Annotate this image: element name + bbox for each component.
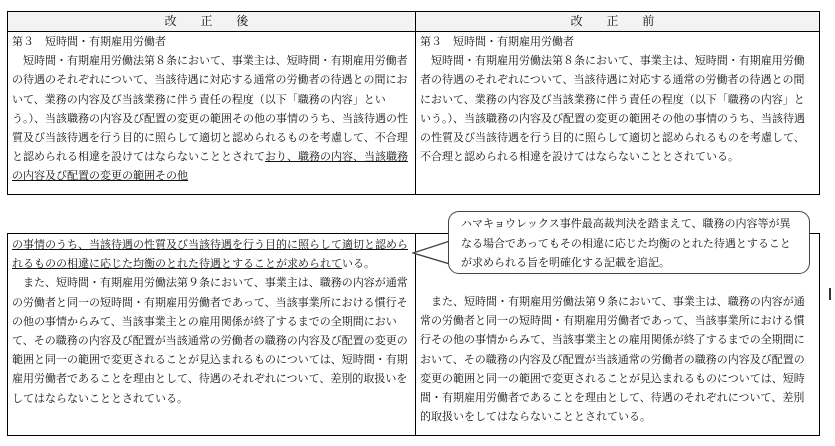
right-top-body — [416, 32, 819, 166]
continuation-text: いる。 — [342, 257, 375, 271]
section-heading: 第３ 短時間・有期雇用労働者 — [12, 35, 166, 48]
callout-note: ハマキョウレックス事件最高裁判決を踏まえて、職務の内容等が異なる場合であってもその相違に応じた均衡のとれた待遇とすることが求められる旨を明確化する記載を追記。 — [448, 211, 810, 274]
continuation-paragraph — [12, 235, 410, 273]
article8-text: 短時間・有期雇用労働法第８条において、事業主は、短時間・有期雇用労働者の待遇のそれぞれについて、当該待遇に対応する通常の労働者の待遇との間において、業務の内容及び当該業務に伴う責任の程度（以下「職務の内容」という。）、当該職務の内容及び配置の変更の範囲その他の事情のうち、当該待遇の性質及び当該待遇を行う目的に照らして適切と認められるものを考慮して、不合理と認められる相違を設けてはならないこととされて — [12, 54, 408, 164]
left-bottom-body — [8, 234, 415, 408]
callout-pointer — [412, 238, 452, 268]
column-before-revision — [416, 12, 819, 194]
column-after-revision — [8, 234, 416, 435]
article9-paragraph: また、短時間・有期雇用労働法第９条において、事業主は、職務の内容が通常の労働者と同一の短時間・有期雇用労働者であって、当該事業所における慣行その他の事情からみて、当該事業主との雇用関係が終了するまでの全期間において、その職務の内容及び配置が当該通常の労働者の職務の内容及び配置の変更の範囲と同一の範囲で変更されることが見込まれるものについては、短時間・有期雇用労働者であることを理由として、待遇のそれぞれについて、差別的取扱いをしてはならないこととされている。 — [420, 295, 805, 424]
left-top-body — [8, 32, 415, 186]
added-text: の事情のうち、当該待遇の性質及び当該待遇を行う目的に照らして適切と認められるものの相違に応じた均衡のとれた待遇とすることが求められて — [12, 238, 408, 271]
article8-added-text: おり、職務の内容、当該職務の内容及び配置の変更の範囲その他 — [12, 150, 408, 183]
section-heading: 第３ 短時間・有期雇用労働者 — [420, 35, 574, 48]
header-after-revision: 改 正 後 — [8, 12, 415, 32]
margin-mark — [829, 288, 831, 300]
article8-paragraph: 短時間・有期雇用労働法第８条において、事業主は、短時間・有期雇用労働者の待遇のそれぞれについて、当該待遇に対応する通常の労働者の待遇との間において、業務の内容及び当該業務に伴う責任の程度（以下「職務の内容」という。）、当該職務の内容及び配置の変更の範囲その他の事情のうち、当該待遇の性質及び当該待遇を行う目的に照らして適切と認められるものを考慮して、不合理と認められる相違を設けてはならないこととされている。 — [420, 54, 805, 164]
header-before-revision: 改 正 前 — [416, 12, 819, 32]
column-after-revision — [8, 12, 416, 194]
comparison-table-top — [7, 11, 820, 195]
article8-paragraph — [12, 51, 410, 185]
article9-paragraph: また、短時間・有期雇用労働法第９条において、事業主は、職務の内容が通常の労働者と同一の短時間・有期雇用労働者であって、当該事業所における慣行その他の事情からみて、当該事業主との雇用関係が終了するまでの全期間において、その職務の内容及び配置が当該通常の労働者の職務の内容及び配置の変更の範囲と同一の範囲で変更されることが見込まれるものについては、短時間・有期雇用労働者であることを理由として、待遇のそれぞれについて、差別的取扱いをしてはならないこととされている。 — [12, 276, 408, 405]
